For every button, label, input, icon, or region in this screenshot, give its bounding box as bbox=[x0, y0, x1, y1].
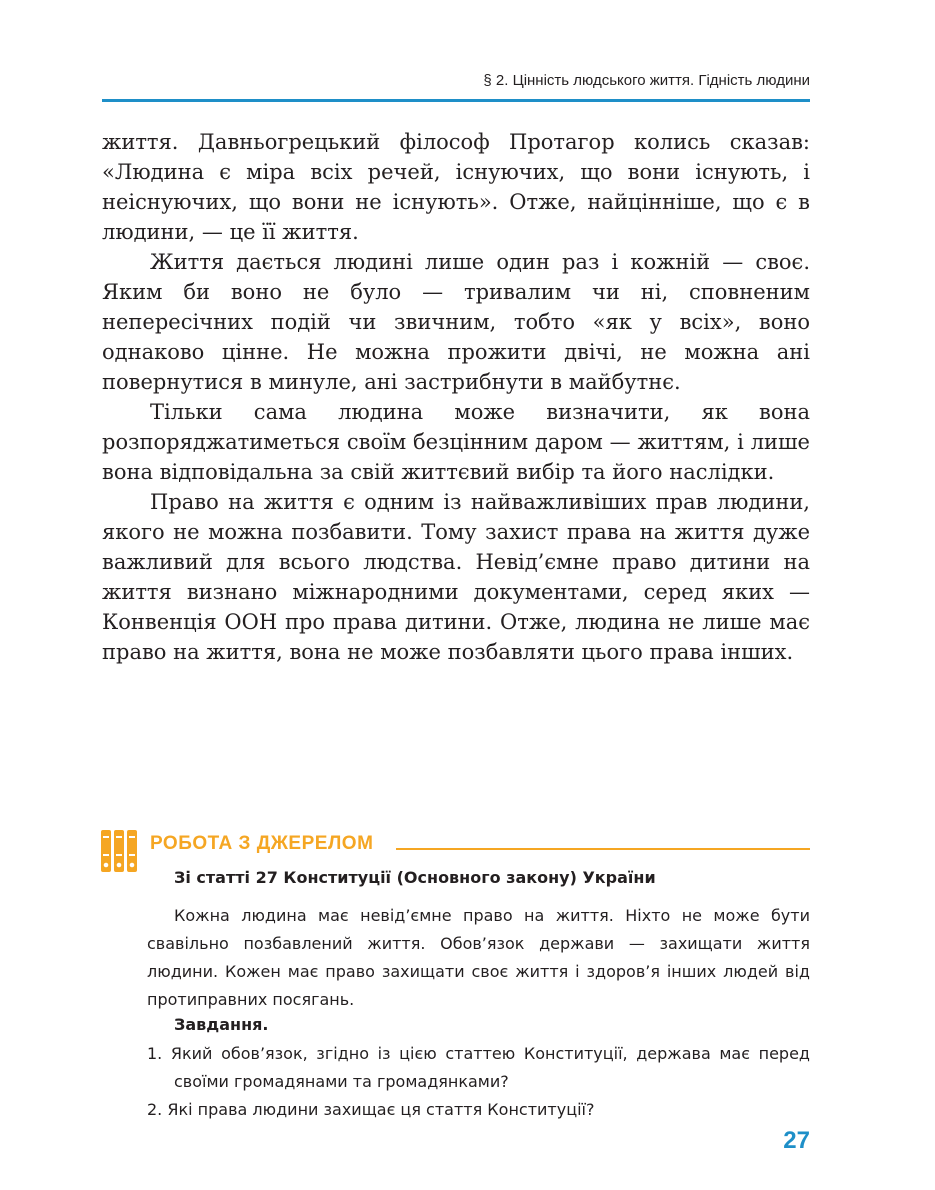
paragraph: Тільки сама людина може визначити, як вона розпоряджатиметься своїм безцінним даром — життям, і лише вона відповідальна за свій життєвий вибір та його наслідки. bbox=[102, 400, 810, 484]
source-quote: Кожна людина має невід’ємне право на життя. Ніхто не може бути свавільно позбавлений життя. Обов’язок держави — захищати життя людини. Кожен має право захищати своє життя і здоров’я інших людей від протиправних посягань. bbox=[147, 906, 810, 1009]
page-number: 27 bbox=[783, 1127, 810, 1154]
tasks-label: Завдання. bbox=[174, 1015, 269, 1034]
running-header: § 2. Цінність людського життя. Гідність людини bbox=[483, 72, 810, 89]
task-item: 2. Які права людини захищає ця стаття Конституції? bbox=[147, 1100, 595, 1119]
paragraph: Життя дається людині лише один раз і кожній — своє. Яким би воно не було — тривалим чи ні, сповненим непересічних подій чи звичним, тобто «як у всіх», воно однаково цінне. Не можна прожити двічі, не можна ані повернутися в минуле, ані застрибнути в майбутнє. bbox=[102, 250, 810, 394]
paragraph: життя. Давньогрецький філософ Протагор колись сказав: «Людина є міра всіх речей, існуючих, що вони існують, і неіснуючих, що вони не існують». Отже, найцінніше, що є в людини, — це її життя. bbox=[102, 130, 810, 244]
book-spines-icon bbox=[100, 828, 140, 874]
main-text bbox=[102, 127, 810, 667]
header-divider bbox=[102, 99, 810, 102]
paragraph: Право на життя є одним із найважливіших прав людини, якого не можна позбавити. Тому захист права на життя дуже важливий для всього людства. Невід’ємне право дитини на життя визнано міжнародними документами, серед яких — Конвенція ООН про права дитини. Отже, людина не лише має право на життя, вона не може позбавляти цього права інших. bbox=[102, 490, 810, 664]
source-section-divider bbox=[396, 848, 810, 850]
source-section-title: РОБОТА З ДЖЕРЕЛОМ bbox=[150, 833, 374, 854]
task-item: 1. Який обов’язок, згідно із цією статтею Конституції, держава має перед своїми громадянами та громадянками? bbox=[147, 1044, 810, 1091]
source-heading: Зі статті 27 Конституції (Основного закону) України bbox=[174, 868, 656, 887]
